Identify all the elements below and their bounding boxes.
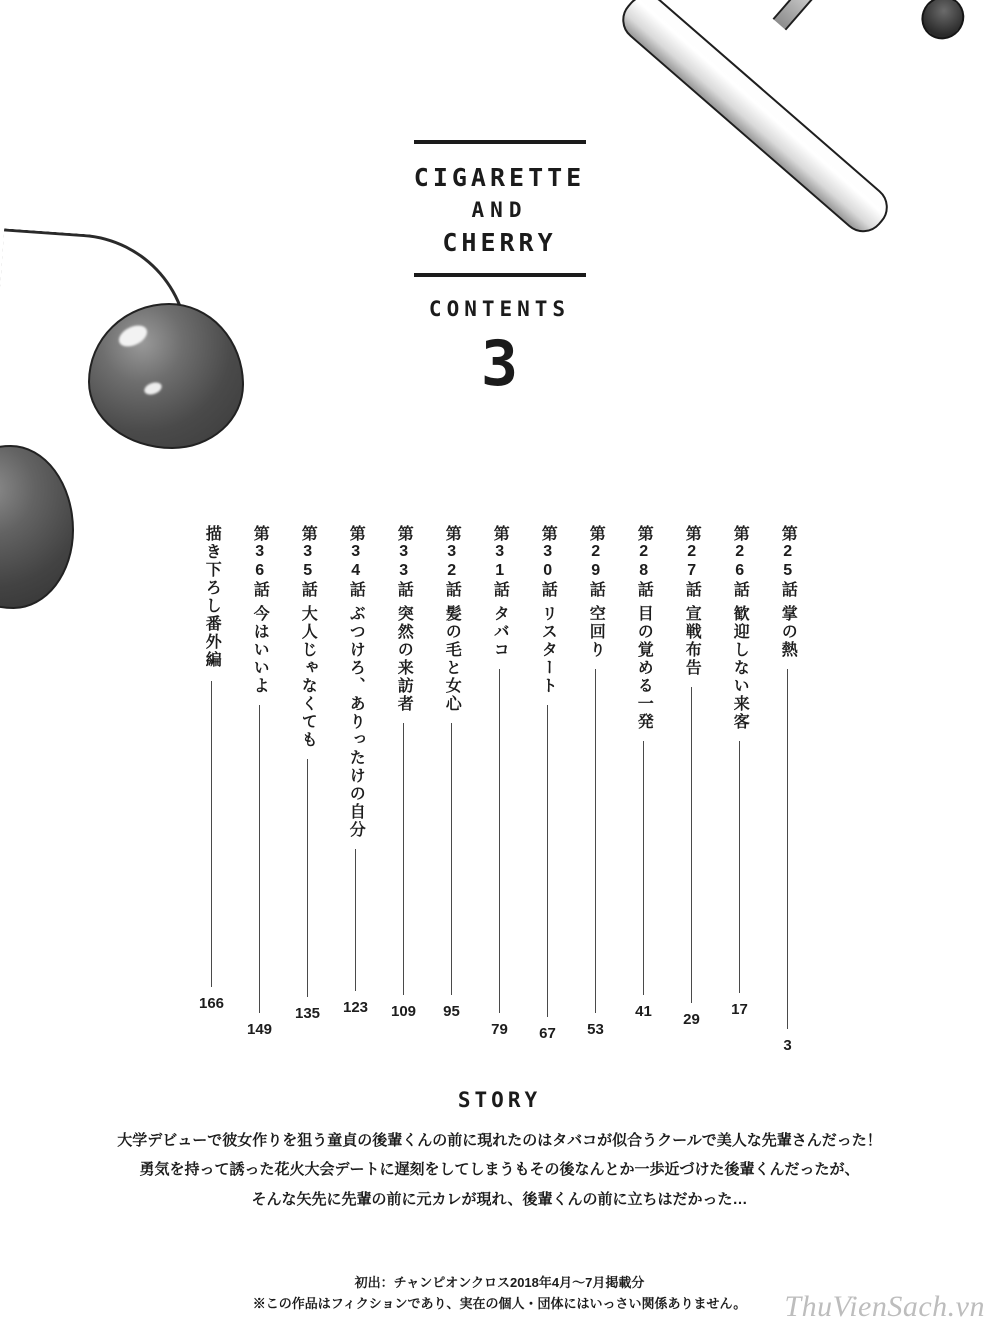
toc-entry[interactable]	[716, 525, 764, 1018]
toc-page-number: 17	[731, 1001, 748, 1018]
toc-chapter-title: 宣戦布告	[683, 605, 701, 677]
toc-chapter-title: 空回り	[587, 605, 605, 659]
toc-chapter-title: 歓迎しない来客	[731, 605, 749, 731]
toc-chapter-number: 第30話	[539, 525, 557, 599]
toc-chapter-title: タバコ	[491, 605, 509, 659]
toc-page-number: 29	[683, 1011, 700, 1028]
toc-page-number: 95	[443, 1003, 460, 1020]
toc-leader-line	[403, 723, 404, 995]
toc-entry[interactable]	[428, 525, 476, 1020]
colophon-line-1: 初出：チャンピオンクロス2018年4月〜7月掲載分	[354, 1275, 645, 1290]
volume-number: 3	[480, 326, 519, 400]
toc-page-number: 135	[294, 1005, 321, 1022]
toc-chapter-number: 第34話	[347, 525, 365, 599]
contents-heading: CONTENTS	[428, 296, 571, 321]
toc-page-number: 123	[342, 999, 369, 1016]
toc-chapter-number: 第26話	[731, 525, 749, 599]
toc-page-number: 166	[198, 995, 225, 1012]
toc-chapter-number: 第35話	[299, 525, 317, 599]
toc-entry[interactable]	[188, 525, 236, 1012]
colophon-line-2: ※この作品はフィクションであり、実在の個人・団体にはいっさい関係ありません。	[252, 1296, 747, 1312]
toc-leader-line	[643, 741, 644, 995]
toc-chapter-number: 第25話	[779, 525, 797, 599]
toc-chapter-title: ぶつけろ、ありったけの自分	[347, 605, 365, 839]
story-line-1: 大学デビューで彼女作りを狙う童貞の後輩くんの前に現れたのはタバコが似合うクールで美人な先輩さんだった！	[117, 1132, 882, 1149]
toc-chapter-number: 第31話	[491, 525, 509, 599]
toc-chapter-number: 第32話	[443, 525, 461, 599]
toc-chapter-title: 突然の来訪者	[395, 605, 413, 713]
toc-chapter-title: リスタート	[539, 605, 557, 695]
toc-chapter-title: 今はいいよ	[251, 605, 269, 695]
story-line-3: そんな矢先に先輩の前に元カレが現れ、後輩くんの前に立ちはだかった…	[251, 1190, 748, 1208]
toc-leader-line	[595, 669, 596, 1013]
toc-page-number: 67	[539, 1025, 556, 1042]
cigarette-band	[773, 0, 815, 30]
story-heading: STORY	[457, 1088, 542, 1112]
toc-chapter-number: 第27話	[683, 525, 701, 599]
toc-leader-line	[355, 849, 356, 991]
cigarette-tip	[913, 0, 974, 48]
divider-bottom	[414, 273, 586, 277]
book-title	[0, 144, 999, 273]
toc-entry[interactable]	[284, 525, 332, 1022]
toc-chapter-number: 描き下ろし番外編	[203, 525, 221, 669]
masthead	[0, 140, 999, 400]
story-line-2: 勇気を持って誘った花火大会デートに遅刻をしてしまうもその後なんとか一歩近づけた後輩くんだったが、	[139, 1161, 860, 1179]
toc-entry[interactable]	[236, 525, 284, 1038]
toc-page-number: 149	[246, 1021, 273, 1038]
title-line-1: CIGARETTE	[413, 163, 586, 192]
toc-leader-line	[451, 723, 452, 995]
toc-entry[interactable]	[524, 525, 572, 1042]
toc-leader-line	[547, 705, 548, 1017]
toc-page-number: 53	[587, 1021, 604, 1038]
story-section	[0, 1088, 999, 1214]
toc-entry[interactable]	[764, 525, 812, 1054]
toc-page-number: 79	[491, 1021, 508, 1038]
toc-chapter-title: 髪の毛と女心	[443, 605, 461, 713]
title-line-3: CHERRY	[442, 228, 557, 258]
toc-leader-line	[307, 759, 308, 997]
toc-entry[interactable]	[668, 525, 716, 1028]
table-of-contents	[0, 525, 999, 1054]
toc-entry[interactable]	[620, 525, 668, 1020]
toc-chapter-title: 大人じゃなくても	[299, 605, 317, 749]
toc-page-number: 3	[783, 1037, 792, 1054]
toc-leader-line	[259, 705, 260, 1013]
toc-entry[interactable]	[332, 525, 380, 1016]
toc-leader-line	[787, 669, 788, 1029]
toc-chapter-number: 第28話	[635, 525, 653, 599]
toc-leader-line	[739, 741, 740, 993]
toc-chapter-title: 目の覚める一発	[635, 605, 653, 731]
toc-chapter-title: 掌の熱	[779, 605, 797, 659]
watermark: ThuVienSach.vn	[784, 1290, 985, 1323]
toc-chapter-number: 第33話	[395, 525, 413, 599]
toc-leader-line	[211, 681, 212, 987]
toc-chapter-number: 第29話	[587, 525, 605, 599]
toc-entry[interactable]	[380, 525, 428, 1020]
toc-chapter-number: 第36話	[251, 525, 269, 599]
toc-entry[interactable]	[572, 525, 620, 1038]
toc-entry[interactable]	[476, 525, 524, 1038]
toc-page-number: 109	[390, 1003, 417, 1020]
title-line-2: AND	[471, 197, 528, 222]
toc-leader-line	[691, 687, 692, 1003]
toc-page-number: 41	[635, 1003, 652, 1020]
toc-leader-line	[499, 669, 500, 1013]
